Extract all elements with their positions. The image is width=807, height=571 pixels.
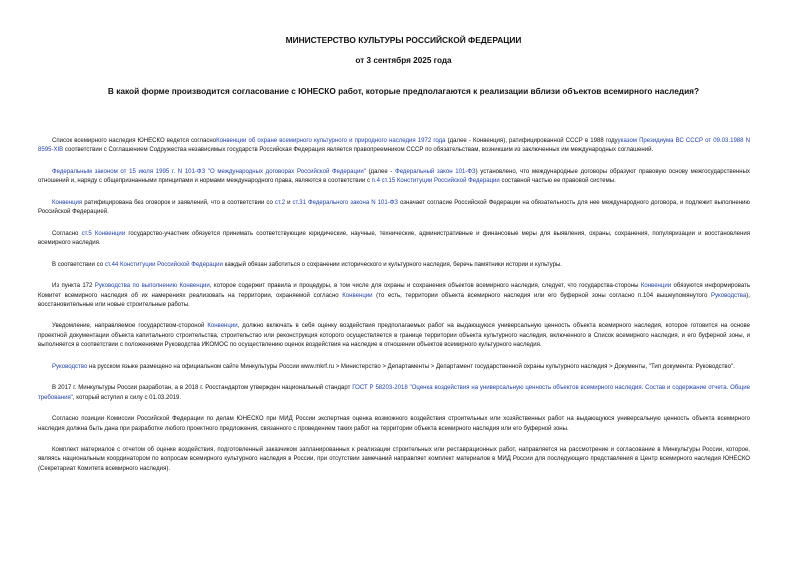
paragraph-text: (то есть, территории объекта всемирного наследия или его буферной зоны согласно п.104 вышеупомянутого <box>372 292 711 299</box>
paragraph-9 <box>38 384 750 403</box>
paragraph-3 <box>38 199 750 218</box>
link-art31-law-101[interactable]: ст.31 Федерального закона N 101-ФЗ <box>292 199 398 206</box>
paragraph-text: Согласно <box>52 230 82 237</box>
link-presidium-decree[interactable]: указом Президиума ВС СССР от 09.03.1988 N 8595-XIВ <box>38 138 751 154</box>
paragraph-1 <box>38 137 750 156</box>
link-convention[interactable]: Конвенции <box>640 283 672 290</box>
paragraph-text: Из пункта 172 <box>52 283 95 290</box>
paragraph-text: ) установлено, что международные договоры образуют правовую основу межгосударственных отношений и, наряду с общепризнанными принципами и нормами международного права, являются в соответствии с <box>38 168 750 185</box>
paragraph-2 <box>38 168 750 187</box>
paragraph-text: (далее - <box>365 168 396 175</box>
paragraph-text: В 2017 г. Минкультуры России разработан, а в 2018 г. Росстандартом утвержден национальный стандарт <box>52 385 353 392</box>
link-convention[interactable]: Конвенция <box>52 199 83 206</box>
link-convention-1972[interactable]: Конвенции об охране всемирного культурного и природного наследия 1972 года <box>216 138 446 144</box>
paragraph-text: каждый обязан заботиться о сохранении исторического и культурного наследия, беречь памятники истории и культуры. <box>222 261 562 268</box>
paragraph-4 <box>38 230 750 249</box>
paragraph-10 <box>38 415 750 434</box>
paragraph-text: Согласно позиции Комиссии Российской Федерации по делам ЮНЕСКО при МИД России экспертная оценка возможного воздействия строительных или хозяйственных работ на выдающуюся универсальную ценность объекта всемирного наследия должна быть дана при разработке любого проектного предложения, связанного с проведением таких работ на территории объекта всемирного наследия или его буферной зоны. <box>38 416 750 432</box>
paragraph-text: Уведомление, направляемое государством-стороной <box>52 323 208 330</box>
link-convention-art5[interactable]: ст.5 Конвенции <box>81 230 126 237</box>
paragraph-text: , который вступил в силу с 01.03.2019. <box>72 394 182 401</box>
paragraph-text: означает согласие Российской Федерации на обязательность для нее международного договора, и подлежит выполнению Российской Федерацией. <box>38 199 750 216</box>
paragraph-text: составной частью ее правовой системы. <box>499 178 616 185</box>
paragraph-text: обязуются информировать Комитет всемирного наследия об их намерениях реализовать на территории, охраняемой согласно <box>38 283 750 299</box>
document-date: от 3 сентября 2025 года <box>355 56 452 65</box>
link-guidelines[interactable]: Руководства по выполнению Конвенции <box>94 283 210 290</box>
paragraph-text: В соответствии со <box>52 261 105 268</box>
paragraph-7 <box>38 322 750 350</box>
paragraph-11 <box>38 446 750 474</box>
link-convention[interactable]: Конвенции <box>207 323 238 330</box>
paragraph-text: и <box>285 199 293 206</box>
paragraph-text: Список всемирного наследия ЮНЕСКО ведется согласно <box>52 138 217 144</box>
question-heading: В какой форме производится согласование с ЮНЕСКО работ, которые предполагаются к реализации вблизи объектов всемирного наследия? <box>107 86 700 96</box>
paragraph-text: , должно включать в себя оценку воздействия предполагаемых работ на выдающуюся универсальную ценность объекта всемирного наследия, которое готовится на основе проектной документации объекта капитального строительства, строительство или реконструкция которого осуществляется в границе территории объекта культурного наследия, включенного в Список всемирного наследия, и его буферной зоны, и выполняется в соответствии с положениями Руководства ИКОМОС по осуществлению оценок воздействия на наследие в отношении объектов всемирного культурного наследия. <box>38 323 750 349</box>
link-gost-58203[interactable]: ГОСТ Р 58203-2018 "Оценка воздействия на универсальную ценность объектов всемирного наследия. Состав и содержание отчета. Общие требования" <box>38 385 750 401</box>
link-constitution-art15[interactable]: п.4 ст.15 Конституции Российской Федерации <box>371 178 500 185</box>
link-federal-law-101[interactable]: Федеральным законом от 15 июля 1995 г. N 101-ФЗ "О международных договорах Российской Федерации" <box>52 168 366 175</box>
document-body <box>38 137 750 486</box>
paragraph-text: ), восстановительные или новые строительные работы. <box>38 292 750 308</box>
organization-title: МИНИСТЕРСТВО КУЛЬТУРЫ РОССИЙСКОЙ ФЕДЕРАЦИИ <box>285 35 522 45</box>
paragraph-text: соответствии с Соглашением Содружества независимых государств Российская Федерация является правопреемником СССР по обязательствам, возникшим из заключенных им международных соглашений. <box>63 147 654 154</box>
link-guidelines-short[interactable]: Руководства <box>710 292 747 299</box>
paragraph-text: , которое содержит правила и процедуры, в том числе для охраны и сохранения объектов всемирного наследия, следует, что государства-стороны <box>209 283 641 290</box>
paragraph-5 <box>38 261 750 270</box>
paragraph-6 <box>38 282 750 310</box>
paragraph-text: государство-участник обязуется принимать соответствующие юридические, научные, технические, административные и финансовые меры для выявления, охраны, сохранения, популяризации и восстановления всемирного наследия. <box>38 230 750 247</box>
paragraph-text: на русском языке размещено на официальном сайте Минкультуры России www.mkrf.ru > Министерство > Департаменты > Департамент государственной охраны культурного наследия > Документы, "Тип документа: Руководство". <box>87 363 735 370</box>
paragraph-text: ратифицирована без оговорок и заявлений, что в соответствии со <box>82 199 275 206</box>
link-federal-law-101-short[interactable]: Федеральный закон 101-ФЗ <box>395 168 476 175</box>
link-convention[interactable]: Конвенции <box>342 292 373 299</box>
link-art2[interactable]: ст.2 <box>274 199 286 206</box>
paragraph-text: (далее - Конвенция), ратифицированной СССР в 1988 году <box>445 138 618 144</box>
link-guidelines-doc[interactable]: Руководство <box>52 363 88 370</box>
paragraph-8 <box>38 363 750 372</box>
link-constitution-art44[interactable]: ст.44 Конституции Российской Федерации <box>104 261 223 268</box>
paragraph-text: Комплект материалов с отчетом об оценке воздействия, подготовленный заказчиком запланированных к реализации строительных или реставрационных работ, направляется на рассмотрение и согласование в Минкультуры России, которое, являясь национальным координатором по вопросам всемирного культурного наследия в России, при отсутствии замечаний направляет комплект материалов в МИД России для последующего представления в Центр всемирного наследия ЮНЕСКО (Секретариат Комитета всемирного наследия). <box>38 447 750 472</box>
